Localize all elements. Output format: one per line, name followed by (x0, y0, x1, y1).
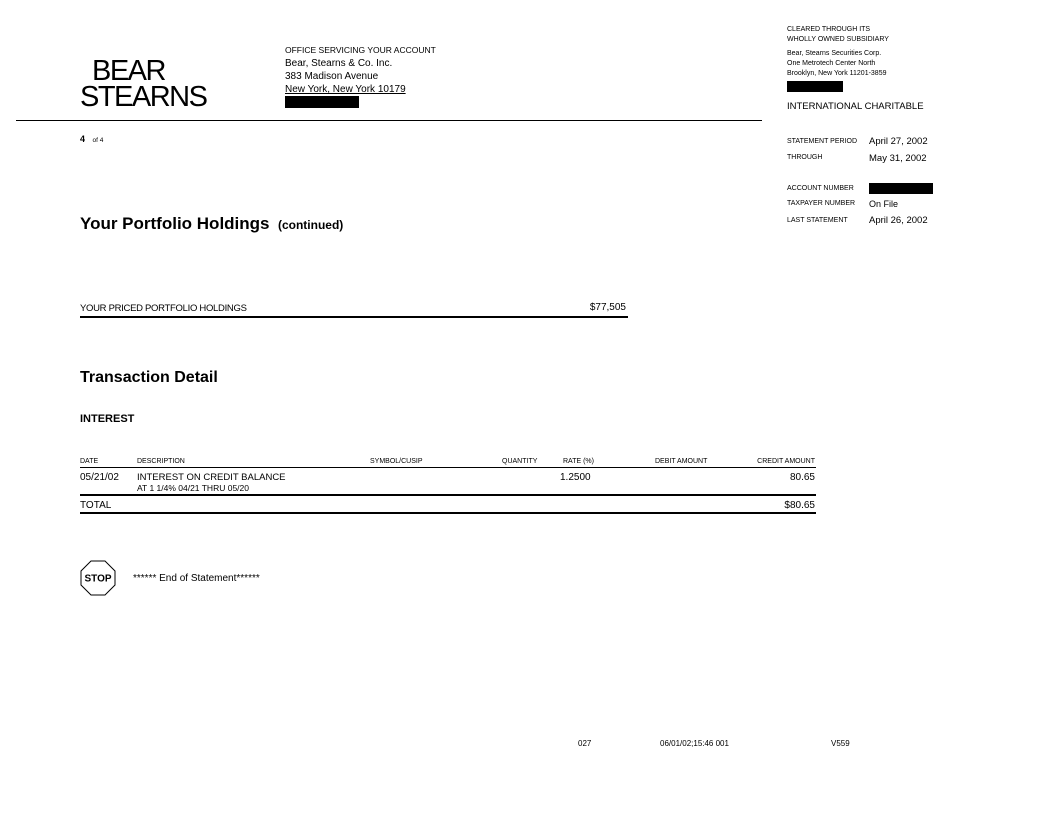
row-rule (80, 494, 816, 496)
clearing-addr-3: Brooklyn, New York 11201-3859 (787, 70, 887, 77)
portfolio-heading (80, 214, 343, 234)
clearing-addr-2: One Metrotech Center North (787, 60, 876, 67)
end-of-statement: ****** End of Statement****** (133, 573, 260, 584)
clearing-line-1: CLEARED THROUGH ITS (787, 26, 871, 33)
statement-period-value: April 27, 2002 (869, 136, 928, 147)
col-debit: DEBIT AMOUNT (655, 458, 708, 465)
col-symbol: SYMBOL/CUSIP (370, 458, 423, 465)
statement-period-label: STATEMENT PERIOD (787, 138, 858, 145)
row-date: 05/21/02 (80, 472, 119, 483)
row-rate: 1.2500 (560, 472, 591, 483)
clearing-block (787, 25, 889, 96)
priced-holdings-rule (80, 316, 628, 318)
row-credit: 80.65 (789, 472, 815, 483)
stop-sign-icon (80, 560, 116, 596)
col-date: DATE (80, 458, 99, 465)
account-number-label: ACCOUNT NUMBER (787, 185, 854, 192)
total-rule (80, 512, 816, 514)
through-value: May 31, 2002 (869, 153, 927, 164)
stop-sign-label: STOP (84, 573, 112, 585)
through-label: THROUGH (787, 154, 823, 161)
last-statement-value: April 26, 2002 (869, 215, 928, 226)
taxpayer-number-label: TAXPAYER NUMBER (787, 200, 856, 207)
priced-holdings-value: $77,505 (589, 302, 626, 313)
page-current: 4 (80, 134, 86, 144)
portfolio-continued: (continued) (277, 218, 344, 232)
logo-line-1: BEAR (92, 55, 165, 87)
col-credit: CREDIT AMOUNT (757, 458, 815, 465)
footer-code-2: 06/01/02;15:46 001 (660, 739, 729, 748)
redaction-bar (285, 96, 359, 108)
interest-section-title: INTEREST (80, 413, 135, 425)
row-description: INTEREST ON CREDIT BALANCE (137, 472, 286, 483)
taxpayer-number-value: On File (869, 199, 899, 209)
clearing-line-2: WHOLLY OWNED SUBSIDIARY (787, 36, 889, 43)
account-name: INTERNATIONAL CHARITABLE (787, 101, 924, 112)
total-label: TOTAL (80, 500, 112, 511)
page-of: of 4 (92, 137, 104, 144)
office-line-2: 383 Madison Avenue (285, 71, 379, 82)
redaction-bar (787, 81, 843, 92)
col-description: DESCRIPTION (137, 458, 185, 465)
footer-code-3: V559 (831, 739, 850, 748)
total-value: $80.65 (784, 500, 815, 511)
clearing-addr-1: Bear, Stearns Securities Corp. (787, 50, 882, 57)
footer-code-1: 027 (578, 739, 592, 748)
priced-holdings-label: YOUR PRICED PORTFOLIO HOLDINGS (80, 303, 247, 314)
table-header-rule (80, 467, 816, 468)
transaction-title: Transaction Detail (80, 369, 218, 386)
office-header: OFFICE SERVICING YOUR ACCOUNT (285, 45, 436, 55)
header-rule (16, 120, 762, 121)
last-statement-label: LAST STATEMENT (787, 217, 848, 224)
office-line-3: New York, New York 10179 (285, 84, 406, 95)
col-quantity: QUANTITY (502, 458, 538, 465)
logo-line-2: STEARNS (80, 81, 207, 113)
row-description-2: AT 1 1/4% 04/21 THRU 05/20 (137, 483, 249, 493)
page-number (80, 129, 103, 147)
office-block (285, 44, 436, 112)
bear-stearns-logo (80, 55, 207, 113)
redaction-bar (869, 183, 933, 194)
portfolio-title: Your Portfolio Holdings (80, 214, 270, 233)
col-rate: RATE (%) (563, 458, 594, 465)
office-line-1: Bear, Stearns & Co. Inc. (285, 58, 393, 69)
